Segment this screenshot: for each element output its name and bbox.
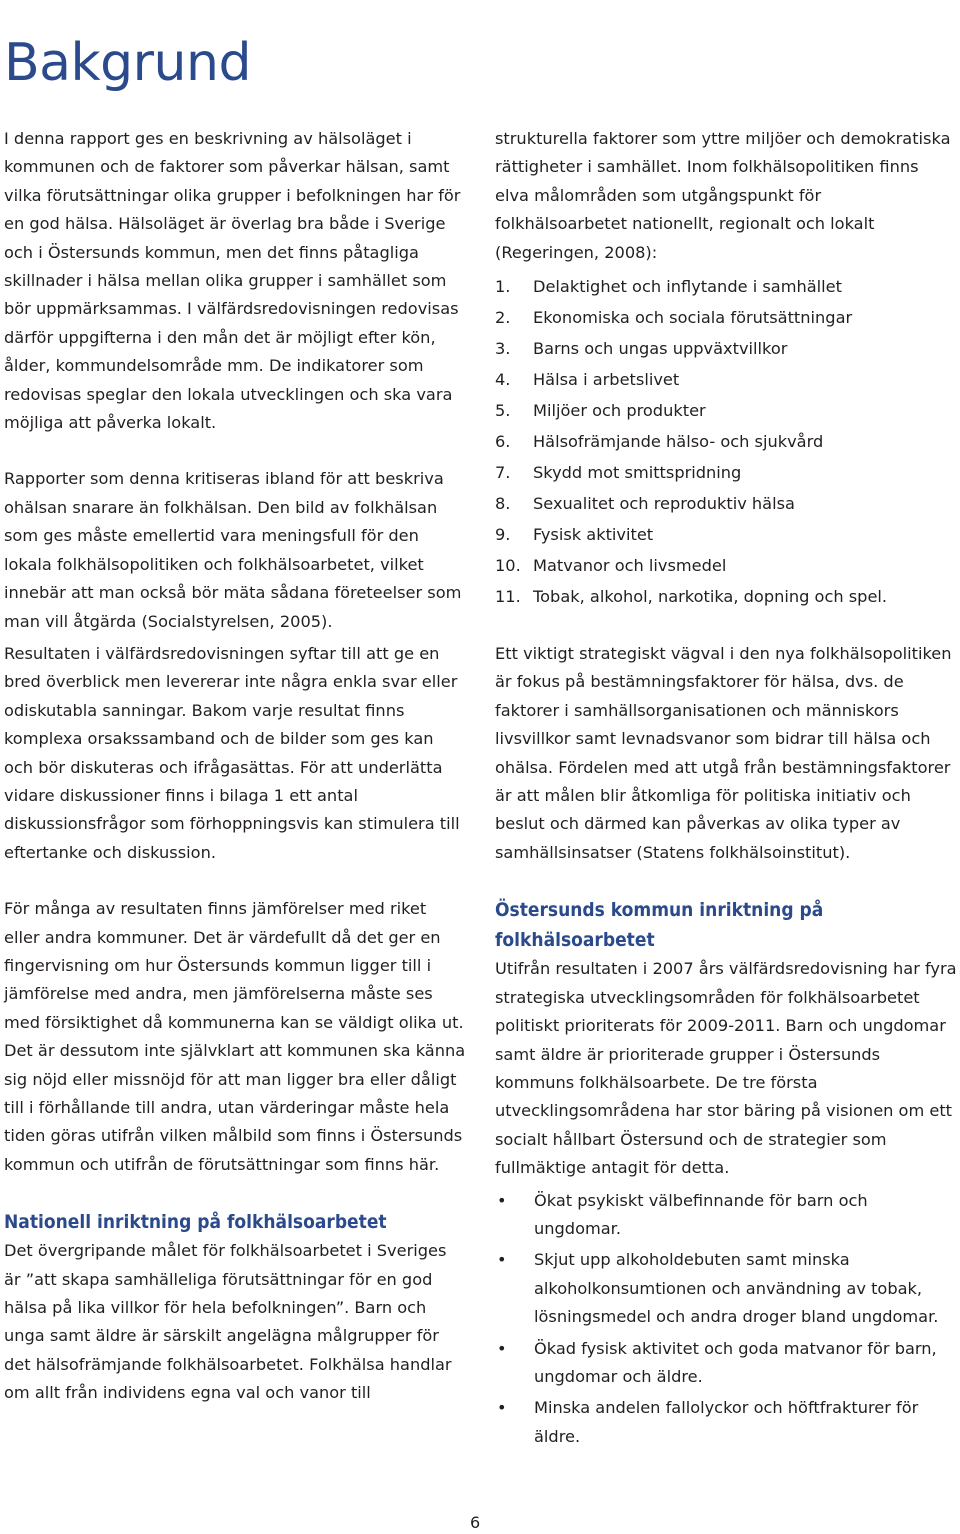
paragraph-national-goal: Det övergripande målet för folkhälsoarbetet i Sveriges är ”att skapa samhälleliga förutsättningar för en god hälsa på lika villkor för hela befolkningen”. Barn och unga samt äldre är särskilt angelägna målgrupper för det hälsofrämjande folkhälsoarbetet. Folkhälsa handlar om allt från individens egna val och vanor till <box>4 1241 452 1403</box>
page-title: Bakgrund <box>4 32 251 93</box>
list-item: 8. Sexualitet och reproduktiv hälsa <box>495 494 795 514</box>
list-item: 9. Fysisk aktivitet <box>495 525 654 545</box>
list-item: • Minska andelen fallolyckor och höftfrakturer för äldre. <box>497 1398 919 1446</box>
list-item: 10. Matvanor och livsmedel <box>495 556 727 576</box>
paragraph-results: Resultaten i välfärdsredovisningen syftar till att ge en bred överblick men levererar inte några enkla svar eller odiskutabla sanningar. Bakom varje resultat finns komplexa orsakssamband och de bilder som ges kan och bör diskuteras och ifrågasättas. För att underlätta vidare diskussioner finns i bilaga 1 ett antal diskussionsfrågor som förhoppningsvis kan stimulera till eftertanke och diskussion. <box>4 643 460 862</box>
list-item: 2. Ekonomiska och sociala förutsättningar <box>495 308 853 328</box>
target-areas-list <box>495 271 957 612</box>
priority-list <box>495 1187 957 1452</box>
page-number: 6 <box>470 1513 481 1532</box>
list-item: 3. Barns och ungas uppväxtvillkor <box>495 339 788 359</box>
list-item: 4. Hälsa i arbetslivet <box>495 370 680 390</box>
list-item: 11. Tobak, alkohol, narkotika, dopning och spel. <box>495 587 888 607</box>
list-item: 6. Hälsofrämjande hälso- och sjukvård <box>495 432 824 452</box>
paragraph-strategic-choice: Ett viktigt strategiskt vägval i den nya folkhälsopolitiken är fokus på bestämningsfaktorer för hälsa, dvs. de faktorer i samhällsorganisationen och människors livsvillkor samt levnadsvanor som bidrar till hälsa och ohälsa. Fördelen med att utgå från bestämningsfaktorer är att målen blir åtkomliga för politiska initiativ och beslut och därmed kan påverkas av olika typer av samhällsinsatser (Statens folkhälsoinstitut). <box>495 644 952 862</box>
list-item: • Skjut upp alkoholdebuten samt minska alkoholkonsumtionen och användning av tobak, lösningsmedel och andra droger bland ungdomar. <box>497 1250 939 1327</box>
paragraph-comparisons: För många av resultaten finns jämförelser med riket eller andra kommuner. Det är värdefullt då det ger en fingervisning om hur Östersunds kommun ligger till i jämförelse med andra, men jämförelserna måste ses med försiktighet då kommunerna kan se väldigt olika ut. Det är dessutom inte självklart att kommunen ska känna sig nöjd eller missnöjd för att man ligger bra eller dåligt till i förhållande till andra, utan värderingar måste hela tiden göras utifrån vilken målbild som finns i Östersunds kommun och utifrån de förutsättningar som finns här. <box>4 899 466 1174</box>
left-column <box>4 125 466 1408</box>
list-item: • Ökad fysisk aktivitet och goda matvanor för barn, ungdomar och äldre. <box>497 1338 937 1386</box>
paragraph-intro: I denna rapport ges en beskrivning av hälsoläget i kommunen och de faktorer som påverkar hälsan, samt vilka förutsättningar olika grupper i befolkningen har för en god hälsa. Hälsoläget är överlag bra både i Sverige och i Östersunds kommun, men det finns påtagliga skillnader i hälsa mellan olika grupper i samhället som bör uppmärksammas. I välfärdsredovisningen redovisas därför uppgifterna i den mån det är möjligt efter kön, ålder, kommundelsområde mm. De indikatorer som redovisas speglar den lokala utvecklingen och ska vara möjliga att påverka lokalt. <box>4 129 461 433</box>
paragraph-structural: strukturella faktorer som yttre miljöer och demokratiska rättigheter i samhället. Inom folkhälsopolitiken finns elva målområden som utgångspunkt för folkhälsoarbetet nationellt, regionalt och lokalt (Regeringen, 2008): <box>495 129 951 262</box>
list-item: 5. Miljöer och produkter <box>495 401 706 421</box>
list-item: • Ökat psykiskt välbefinnande för barn och ungdomar. <box>497 1190 868 1238</box>
section-heading-national: Nationell inriktning på folkhälsoarbetet <box>4 1211 387 1234</box>
paragraph-ostersund: Utifrån resultaten i 2007 års välfärdsredovisning har fyra strategiska utvecklingsområden för folkhälsoarbetet politiskt prioriterats för 2009-2011. Barn och ungdomar samt äldre är prioriterade grupper i Östersunds kommuns folkhälsoarbete. De tre första utvecklingsområdena har stor bäring på visionen om ett socialt hållbart Östersund och de strategier som fullmäktige antagit för detta. <box>495 959 957 1178</box>
section-heading-ostersund: Östersunds kommun inriktning på folkhälsoarbetet <box>495 899 824 952</box>
paragraph-criticism: Rapporter som denna kritiseras ibland för att beskriva ohälsan snarare än folkhälsan. Den bild av folkhälsan som ges måste emellertid vara meningsfull för den lokala folkhälsopolitiken och folkhälsoarbetet, vilket innebär att man också bör mäta sådana företeelser som man vill åtgärda (Socialstyrelsen, 2005). <box>4 469 462 631</box>
list-item: 1. Delaktighet och inflytande i samhället <box>495 277 842 297</box>
list-item: 7. Skydd mot smittspridning <box>495 463 742 483</box>
right-column <box>495 125 957 1454</box>
